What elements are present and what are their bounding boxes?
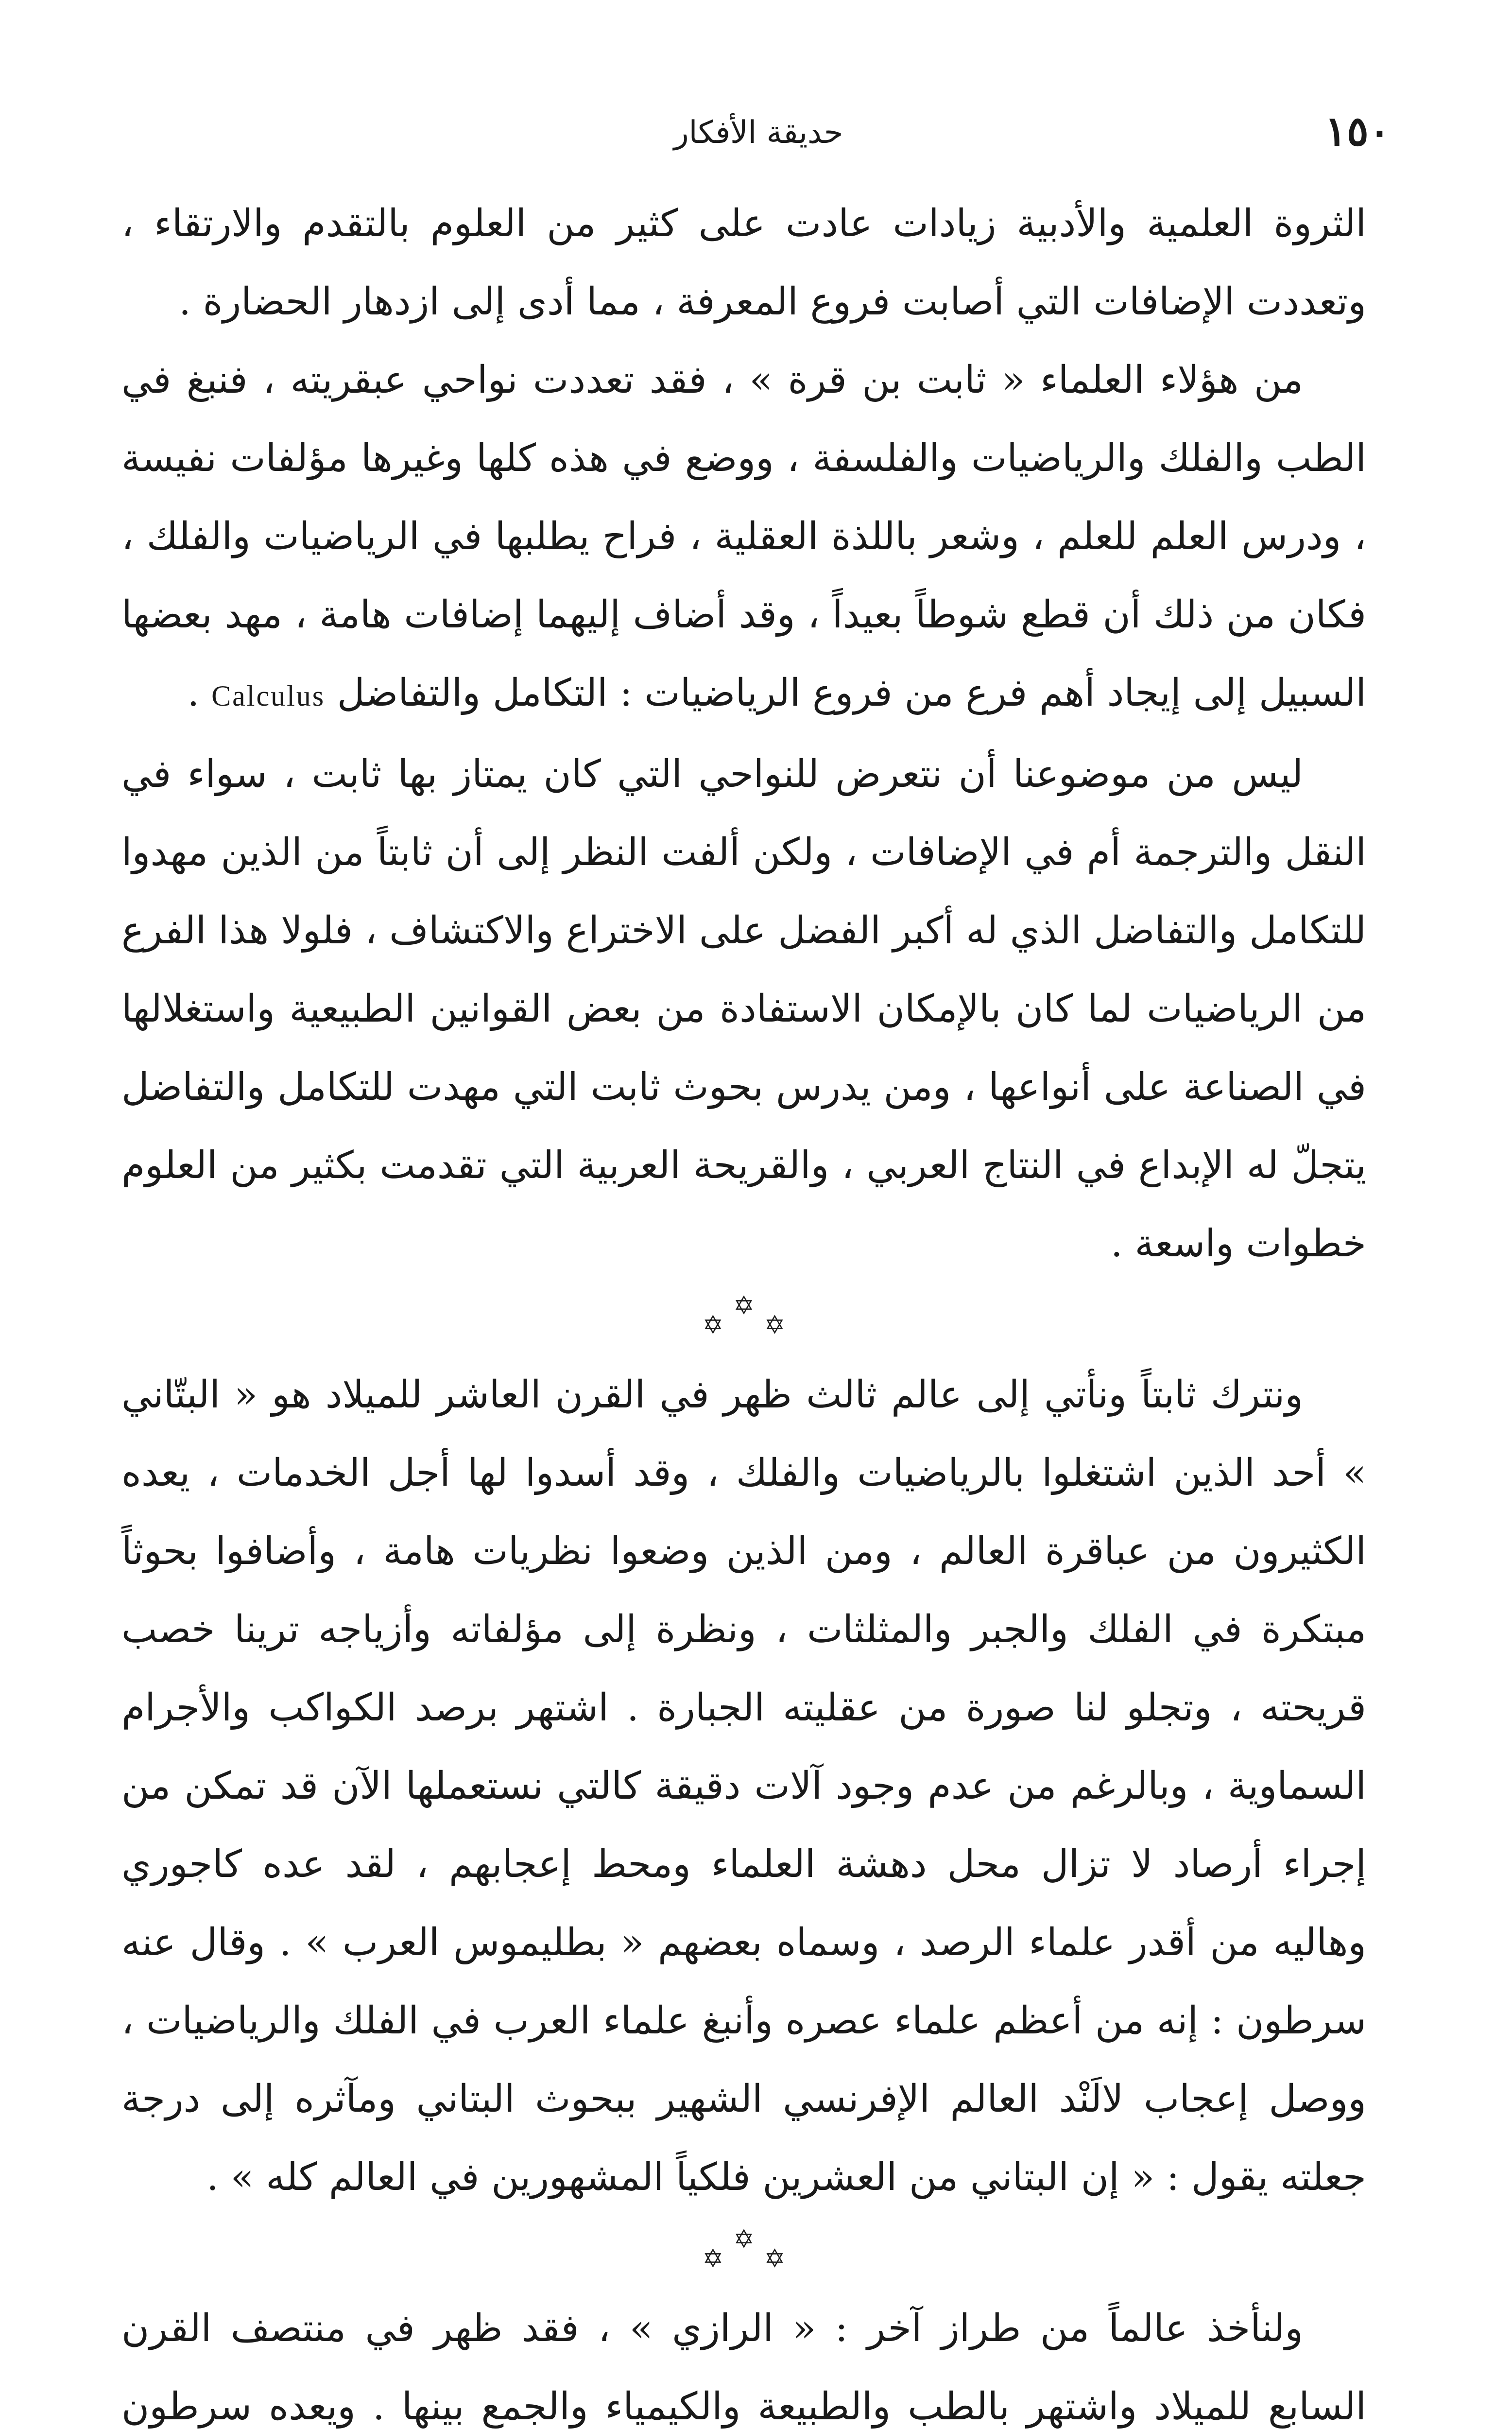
page-header <box>126 102 1391 160</box>
paragraph-text: الثروة العلمية والأدبية زيادات عادت على كثير من العلوم بالتقدم والارتقاء ، وتعددت الإضافات التي أصابت فروع المعرفة ، مما أدى إلى ازدهار الحضارة . <box>121 202 1366 324</box>
star-ornament-icon: ✡ <box>764 2244 786 2274</box>
paragraph-thabit <box>121 341 1366 735</box>
paragraph-text: ونترك ثابتاً ونأتي إلى عالم ثالث ظهر في القرن العاشر للميلاد هو « البتّاني » أحد الذين اشتغلوا بالرياضيات والفلك ، وقد أسدوا لها أجل الخدمات ، يعده الكثيرون من عباقرة العالم ، ومن الذين وضعوا نظريات هامة ، وأضافوا بحوثاً مبتكرة في الفلك والجبر والمثلثات ، ونظرة إلى مؤلفاته وأزياجه ترينا خصب قريحته ، وتجلو لنا صورة من عقليته الجبارة . اشتهر برصد الكواكب والأجرام السماوية ، وبالرغم من عدم وجود آلات دقيقة كالتي نستعملها الآن قد تمكن من إجراء أرصاد لا تزال محل دهشة العلماء ومحط إعجابهم ، لقد عده كاجوري وهاليه من أقدر علماء الرصد ، وسماه بعضهم « بطليموس العرب » . وقال عنه سرطون : إنه من أعظم علماء عصره وأنبغ علماء العرب في الفلك والرياضيات ، ووصل إعجاب لالَنْد العالم الإفرنسي الشهير ببحوث البتاني ومآثره إلى درجة جعلته يقول : « إن البتاني من العشرين فلكياً المشهورين في العالم كله » . <box>121 1373 1366 2199</box>
section-separator <box>121 2217 1366 2290</box>
paragraph-text: ولنأخذ عالماً من طراز آخر : « الرازي » ، فقد ظهر في منتصف القرن السابع للميلاد واشتهر بالطب والطبيعة والكيمياء والجمع بينها . ويعده سرطون <box>121 2307 1366 2429</box>
star-ornament-icon: ✡ <box>702 1311 724 1340</box>
running-title: حديقة الأفكار <box>673 115 843 151</box>
paragraph-text: ليس من موضوعنا أن نتعرض للنواحي التي كان يمتاز بها ثابت ، سواء في النقل والترجمة أم في الإضافات ، ولكن ألفت النظر إلى أن ثابتاً من الذين مهدوا للتكامل والتفاضل الذي له أكبر الفضل على الاختراع والاكتشاف ، فلولا هذا الفرع من الرياضيات لما كان بالإمكان الاستفادة من بعض القوانين الطبيعية واستغلالها في الصناعة على أنواعها ، ومن يدرس بحوث ثابت التي مهدت للتكامل والتفاضل يتجلّ له الإبداع في النتاج العربي ، والقريحة العربية التي تقدمت بكثير من العلوم خطوات واسعة . <box>121 752 1366 1266</box>
paragraph-battani <box>121 1356 1366 2217</box>
paragraph-razi <box>121 2290 1366 2430</box>
paragraph-text-end: . <box>187 671 200 715</box>
paragraph-text: من هؤلاء العلماء « ثابت بن قرة » ، فقد تعددت نواحي عبقريته ، فنبغ في الطب والفلك والرياضيات والفلسفة ، ووضع في هذه كلها وغيرها مؤلفات نفيسة ، ودرس العلم للعلم ، وشعر باللذة العقلية ، فراح يطلبها في الرياضيات والفلك ، فكان من ذلك أن قطع شوطاً بعيداً ، وقد أضاف إليهما إضافات هامة ، مهد بعضها السبيل إلى إيجاد أهم فرع من فروع الرياضيات : التكامل والتفاضل <box>121 358 1366 715</box>
star-ornament-icon: ✡ <box>733 2225 755 2254</box>
paragraph-continuation <box>121 185 1366 341</box>
body-text <box>121 185 1366 2430</box>
paragraph-calculus <box>121 735 1366 1283</box>
page-number: ١٥٠ <box>1324 107 1391 155</box>
star-ornament-icon: ✡ <box>702 2244 724 2274</box>
star-ornament-icon: ✡ <box>733 1291 755 1320</box>
section-separator <box>121 1283 1366 1356</box>
star-ornament-icon: ✡ <box>764 1311 786 1340</box>
latin-term: Calculus <box>211 680 326 712</box>
